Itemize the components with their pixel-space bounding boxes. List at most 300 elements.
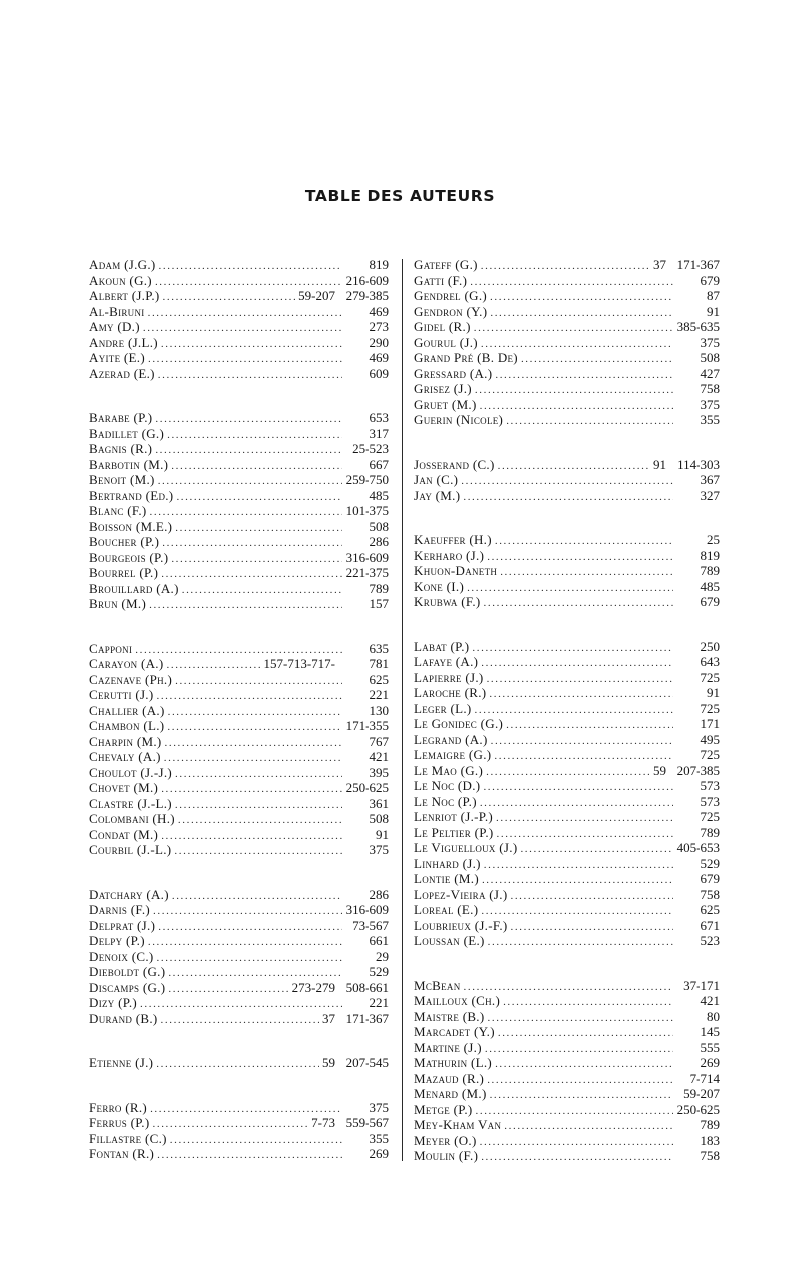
author-entry (414, 563, 720, 579)
author-name: Datchary (A.) (89, 886, 169, 902)
author-entry (414, 304, 720, 320)
author-pages: 508-661 (345, 979, 389, 995)
author-name: Guerin (Nicole) (414, 412, 504, 427)
author-name: Le Viguelloux (J.) (414, 840, 518, 855)
author-entry (414, 381, 720, 397)
author-group (89, 257, 389, 381)
author-pages: 671 (700, 917, 720, 933)
author-pages: 250 (700, 638, 720, 654)
dot-leader (481, 904, 673, 920)
dot-leader (171, 459, 342, 475)
author-entry (414, 1102, 720, 1118)
author-pages: 216-609 (345, 272, 389, 288)
author-name: Boisson (M.E.) (89, 518, 173, 534)
author-name: Grisez (J.) (414, 381, 472, 396)
author-entry (414, 871, 720, 887)
dot-leader (161, 567, 342, 583)
author-pages: 625 (700, 902, 720, 917)
author-name: Maistre (B.) (414, 1008, 485, 1024)
dot-leader (157, 951, 342, 967)
author-pages: 355 (700, 412, 720, 427)
author-name: Azerad (E.) (89, 365, 155, 381)
dot-leader (487, 672, 673, 688)
author-entry (414, 1040, 720, 1056)
dot-leader (168, 982, 288, 998)
author-entry (414, 335, 720, 351)
author-entry (89, 1100, 389, 1116)
dot-leader (161, 782, 342, 798)
author-name: Le Noc (P.) (414, 793, 477, 809)
dot-leader (484, 858, 673, 874)
author-entry (414, 488, 720, 504)
author-name: Courbil (J.-L.) (89, 842, 172, 857)
author-group (89, 410, 389, 612)
author-entry (414, 763, 720, 779)
author-pages: 269 (700, 1055, 720, 1070)
author-entry (89, 457, 389, 473)
author-pages: 725 (700, 747, 720, 762)
author-name: Jan (C.) (414, 472, 459, 487)
author-name: Fontan (R.) (89, 1146, 155, 1161)
author-name: Lenriot (J.-P.) (414, 809, 494, 824)
author-pages: 385-635 (676, 319, 720, 334)
author-entry (414, 794, 720, 810)
dot-leader (490, 290, 673, 306)
author-pages: 221 (369, 687, 389, 702)
dot-leader (490, 306, 673, 322)
dot-leader (158, 920, 342, 936)
author-pages: 327 (700, 487, 720, 503)
author-pages: 529 (369, 964, 389, 979)
author-entry (414, 594, 720, 610)
dot-leader (167, 720, 342, 736)
author-group (414, 532, 720, 610)
dot-leader (167, 658, 261, 674)
author-name: Gatti (F.) (414, 272, 468, 288)
author-pages: 25 (707, 532, 720, 547)
dot-leader (506, 414, 673, 430)
author-pages: 59-207 (683, 1086, 720, 1101)
author-entry (89, 472, 389, 488)
dot-leader (482, 873, 673, 889)
dot-leader (470, 275, 673, 291)
author-pages: 789 (700, 563, 720, 578)
right-column (414, 257, 720, 1164)
author-entry (89, 488, 389, 504)
author-name: Linhard (J.) (414, 855, 481, 871)
author-entry (414, 273, 720, 289)
author-entry (89, 687, 389, 703)
dot-leader (171, 552, 342, 568)
dot-leader (155, 443, 342, 459)
author-pages: 171-367 (676, 257, 720, 272)
author-name: Colombani (H.) (89, 811, 175, 826)
author-pages: 375 (700, 334, 720, 350)
author-name: Challier (A.) (89, 702, 165, 718)
author-pages: 725 (700, 669, 720, 685)
dot-leader (148, 935, 342, 951)
author-name: Capponi (89, 640, 133, 656)
author-entry (89, 1146, 389, 1162)
dot-leader (170, 1133, 342, 1149)
author-name: Mathurin (L.) (414, 1055, 493, 1070)
author-pages: 207-545 (345, 1055, 389, 1070)
dot-leader (149, 598, 342, 614)
author-pages: 101-375 (345, 503, 389, 518)
author-pages: 355 (369, 1130, 389, 1146)
author-entry (89, 288, 389, 304)
author-entry (414, 825, 720, 841)
dot-leader (498, 459, 650, 475)
author-entry (89, 964, 389, 980)
author-entry (89, 1131, 389, 1147)
author-entry (414, 993, 720, 1009)
dot-leader (148, 352, 342, 368)
author-name: Josserand (C.) (414, 456, 495, 472)
dot-leader (155, 412, 342, 428)
author-pages: 421 (369, 749, 389, 764)
author-name: Lontie (M.) (414, 871, 479, 886)
author-entry (414, 412, 720, 428)
dot-leader (490, 1088, 673, 1104)
author-entry (89, 980, 389, 996)
author-name: Brouillard (A.) (89, 580, 179, 596)
author-name: Darnis (F.) (89, 902, 151, 917)
author-pages: 37-171 (683, 977, 720, 993)
author-name: Boucher (P.) (89, 534, 160, 549)
author-entry (89, 949, 389, 965)
author-name: Kerharo (J.) (414, 547, 485, 563)
author-name: Loubrieux (J.-F.) (414, 917, 508, 933)
author-pages-extra: 91 (653, 456, 666, 472)
author-name: Delpy (P.) (89, 933, 145, 948)
author-entry (414, 1024, 720, 1040)
author-pages: 573 (700, 793, 720, 809)
dot-leader (487, 1073, 673, 1089)
author-entry (414, 654, 720, 670)
author-group (89, 887, 389, 1027)
author-name: Amy (D.) (89, 319, 140, 334)
author-pages: 819 (700, 547, 720, 563)
dot-leader (182, 583, 342, 599)
author-group (89, 1055, 389, 1071)
dot-leader (475, 383, 673, 399)
dot-leader (178, 813, 342, 829)
author-pages: 573 (700, 778, 720, 793)
dot-leader (176, 490, 342, 506)
author-pages: 221-375 (345, 565, 389, 580)
author-entry (414, 840, 720, 856)
author-pages: 279-385 (345, 288, 389, 303)
dot-leader (175, 674, 342, 690)
author-pages: 207-385 (676, 762, 720, 778)
author-pages: 559-567 (345, 1115, 389, 1130)
author-pages: 286 (369, 886, 389, 902)
author-pages: 367 (700, 472, 720, 487)
author-pages: 91 (376, 826, 389, 842)
author-group (414, 978, 720, 1164)
author-entry (414, 902, 720, 918)
author-name: Barabe (P.) (89, 410, 153, 425)
dot-leader (143, 321, 342, 337)
author-pages: 469 (369, 303, 389, 319)
dot-leader (161, 1013, 319, 1029)
author-pages: 789 (700, 1117, 720, 1132)
dot-leader (486, 765, 650, 781)
author-pages: 29 (376, 948, 389, 964)
author-name: Lopez-Vieira (J.) (414, 886, 508, 902)
author-name: Gateff (G.) (414, 257, 478, 272)
author-name: Gendron (Y.) (414, 303, 488, 319)
author-entry (89, 273, 389, 289)
author-pages: 529 (700, 855, 720, 871)
author-pages: 508 (369, 811, 389, 826)
author-name: Chambon (L.) (89, 718, 165, 733)
dot-leader (480, 399, 673, 415)
author-name: Le Peltier (P.) (414, 824, 494, 840)
dot-leader (504, 1119, 673, 1135)
author-name: Lemaigre (G.) (414, 747, 492, 762)
author-pages: 635 (369, 640, 389, 656)
author-entry (89, 410, 389, 426)
author-name: Le Mao (G.) (414, 762, 484, 778)
author-name: Martine (J.) (414, 1039, 482, 1055)
author-entry (89, 842, 389, 858)
author-pages: 250-625 (676, 1101, 720, 1117)
author-name: Cerutti (J.) (89, 687, 154, 702)
author-name: Mazaud (R.) (414, 1070, 485, 1086)
author-pages: 375 (700, 396, 720, 412)
dot-leader (158, 368, 342, 384)
author-pages: 758 (700, 886, 720, 902)
author-name: Laroche (R.) (414, 685, 487, 700)
author-name: Ayite (E.) (89, 350, 145, 365)
author-entry (414, 978, 720, 994)
author-name: Krubwa (F.) (414, 594, 481, 609)
author-pages: 73-567 (352, 917, 389, 933)
author-entry (89, 503, 389, 519)
author-pages: 725 (700, 809, 720, 824)
author-pages: 221 (369, 995, 389, 1010)
author-entry (414, 933, 720, 949)
dot-leader (481, 1150, 673, 1166)
dot-leader (481, 656, 673, 672)
author-name: Gruet (M.) (414, 396, 477, 412)
dot-leader (491, 734, 673, 750)
dot-leader (140, 997, 342, 1013)
author-name: Lapierre (J.) (414, 669, 484, 685)
dot-leader (497, 827, 673, 843)
author-entry (414, 366, 720, 382)
author-name: Grand Pré (B. De) (414, 350, 518, 365)
author-entry (414, 732, 720, 748)
dot-leader (510, 889, 673, 905)
author-name: Choulot (J.-J.) (89, 764, 173, 780)
dot-leader (161, 337, 342, 353)
author-name: Fillastre (C.) (89, 1130, 167, 1146)
author-entry (414, 288, 720, 304)
dot-leader (159, 259, 342, 275)
author-pages: 789 (369, 580, 389, 596)
author-entry (414, 918, 720, 934)
author-pages: 421 (700, 993, 720, 1008)
author-entry (414, 716, 720, 732)
author-entry (414, 778, 720, 794)
author-pages: 819 (369, 257, 389, 272)
author-name: Menard (M.) (414, 1086, 487, 1101)
author-entry (89, 441, 389, 457)
author-name: Labat (P.) (414, 638, 470, 654)
author-entry (89, 1011, 389, 1027)
author-entry (89, 918, 389, 934)
author-pages: 316-609 (345, 902, 389, 917)
dot-leader (496, 811, 673, 827)
author-pages: 469 (369, 350, 389, 365)
author-name: Moulin (F.) (414, 1148, 479, 1163)
author-pages: 286 (369, 534, 389, 549)
author-name: Le Noc (D.) (414, 778, 481, 793)
author-entry (414, 1055, 720, 1071)
author-entry (414, 685, 720, 701)
author-name: Discamps (G.) (89, 979, 166, 995)
author-group (414, 257, 720, 428)
author-entry (89, 534, 389, 550)
author-pages: 781 (369, 656, 389, 671)
dot-leader (489, 687, 673, 703)
author-pages: 508 (700, 350, 720, 365)
author-entry (89, 887, 389, 903)
author-entry (89, 749, 389, 765)
dot-leader (158, 474, 342, 490)
dot-leader (163, 290, 296, 306)
author-entry (414, 1148, 720, 1164)
dot-leader (168, 705, 342, 721)
author-pages: 80 (707, 1008, 720, 1024)
author-pages-extra: 59 (653, 762, 666, 778)
author-pages: 679 (700, 272, 720, 288)
dot-leader (467, 581, 673, 597)
author-pages: 789 (700, 824, 720, 840)
author-pages: 485 (700, 578, 720, 594)
author-entry (89, 672, 389, 688)
dot-leader (495, 1057, 673, 1073)
author-name: Loreal (E.) (414, 902, 479, 917)
dot-leader (172, 889, 342, 905)
author-name: Bertrand (Ed.) (89, 487, 174, 503)
author-pages: 661 (369, 933, 389, 948)
author-pages: 523 (700, 933, 720, 948)
author-pages: 7-714 (689, 1070, 720, 1086)
author-name: Albert (J.P.) (89, 288, 160, 303)
author-name: Ferro (R.) (89, 1099, 148, 1115)
author-entry (89, 827, 389, 843)
dot-leader (488, 1011, 674, 1027)
author-entry (414, 670, 720, 686)
dot-leader (461, 474, 673, 490)
author-name: Barbotin (M.) (89, 456, 169, 472)
dot-leader (485, 1042, 673, 1058)
dot-leader (175, 798, 342, 814)
author-name: Marcadet (Y.) (414, 1024, 495, 1039)
author-entry (89, 902, 389, 918)
dot-leader (463, 490, 673, 506)
author-entry (414, 257, 720, 273)
left-column (89, 257, 389, 1162)
author-entry (414, 639, 720, 655)
author-pages: 555 (700, 1039, 720, 1055)
author-pages: 485 (369, 487, 389, 503)
author-entry (89, 319, 389, 335)
author-name: Meyer (O.) (414, 1132, 477, 1148)
author-pages: 114-303 (677, 456, 720, 472)
author-name: Ferrus (P.) (89, 1115, 150, 1130)
dot-leader (494, 749, 673, 765)
dot-leader (153, 904, 342, 920)
author-pages: 625 (369, 671, 389, 687)
author-entry (89, 1055, 389, 1071)
author-name: Metge (P.) (414, 1101, 473, 1117)
author-entry (89, 734, 389, 750)
author-name: Mailloux (Ch.) (414, 993, 501, 1008)
author-name: Khuon-Daneth (414, 563, 498, 578)
author-name: Legrand (A.) (414, 731, 488, 747)
author-entry (89, 765, 389, 781)
author-entry (89, 519, 389, 535)
author-pages: 91 (707, 303, 720, 319)
author-name: Cazenave (Ph.) (89, 671, 173, 687)
author-name: Gendrel (G.) (414, 288, 488, 303)
author-name: Carayon (A.) (89, 656, 164, 671)
author-pages: 183 (700, 1132, 720, 1148)
dot-leader (503, 995, 673, 1011)
author-name: Leger (L.) (414, 700, 472, 716)
dot-leader (175, 521, 342, 537)
author-pages: 171-367 (345, 1010, 389, 1026)
dot-leader (157, 1148, 342, 1164)
dot-leader (150, 505, 342, 521)
author-entry (89, 565, 389, 581)
author-name: Denoix (C.) (89, 948, 154, 964)
author-pages: 495 (700, 731, 720, 747)
dot-leader (506, 718, 673, 734)
dot-leader (161, 829, 342, 845)
author-pages: 25-523 (352, 441, 389, 456)
author-pages: 87 (707, 288, 720, 303)
author-name: Kaeuffer (H.) (414, 532, 492, 547)
author-name: Dizy (P.) (89, 995, 138, 1010)
author-entry (89, 550, 389, 566)
author-entry (89, 257, 389, 273)
dot-leader (500, 565, 673, 581)
author-entry (414, 472, 720, 488)
author-name: Loussan (E.) (414, 933, 485, 948)
author-name: Chevaly (A.) (89, 749, 161, 764)
author-name: Lafaye (A.) (414, 654, 479, 669)
dot-leader (148, 306, 342, 322)
dot-leader (495, 534, 673, 550)
author-pages: 157 (369, 596, 389, 611)
author-name: Kone (I.) (414, 578, 465, 594)
author-name: Bourrel (P.) (89, 565, 159, 580)
author-entry (89, 1115, 389, 1131)
author-name: Benoit (M.) (89, 472, 155, 487)
author-name: Le Gonidec (G.) (414, 716, 504, 731)
author-entry (89, 995, 389, 1011)
author-entry (89, 581, 389, 597)
author-pages: 316-609 (345, 549, 389, 565)
dot-leader (175, 767, 342, 783)
author-entry (89, 718, 389, 734)
